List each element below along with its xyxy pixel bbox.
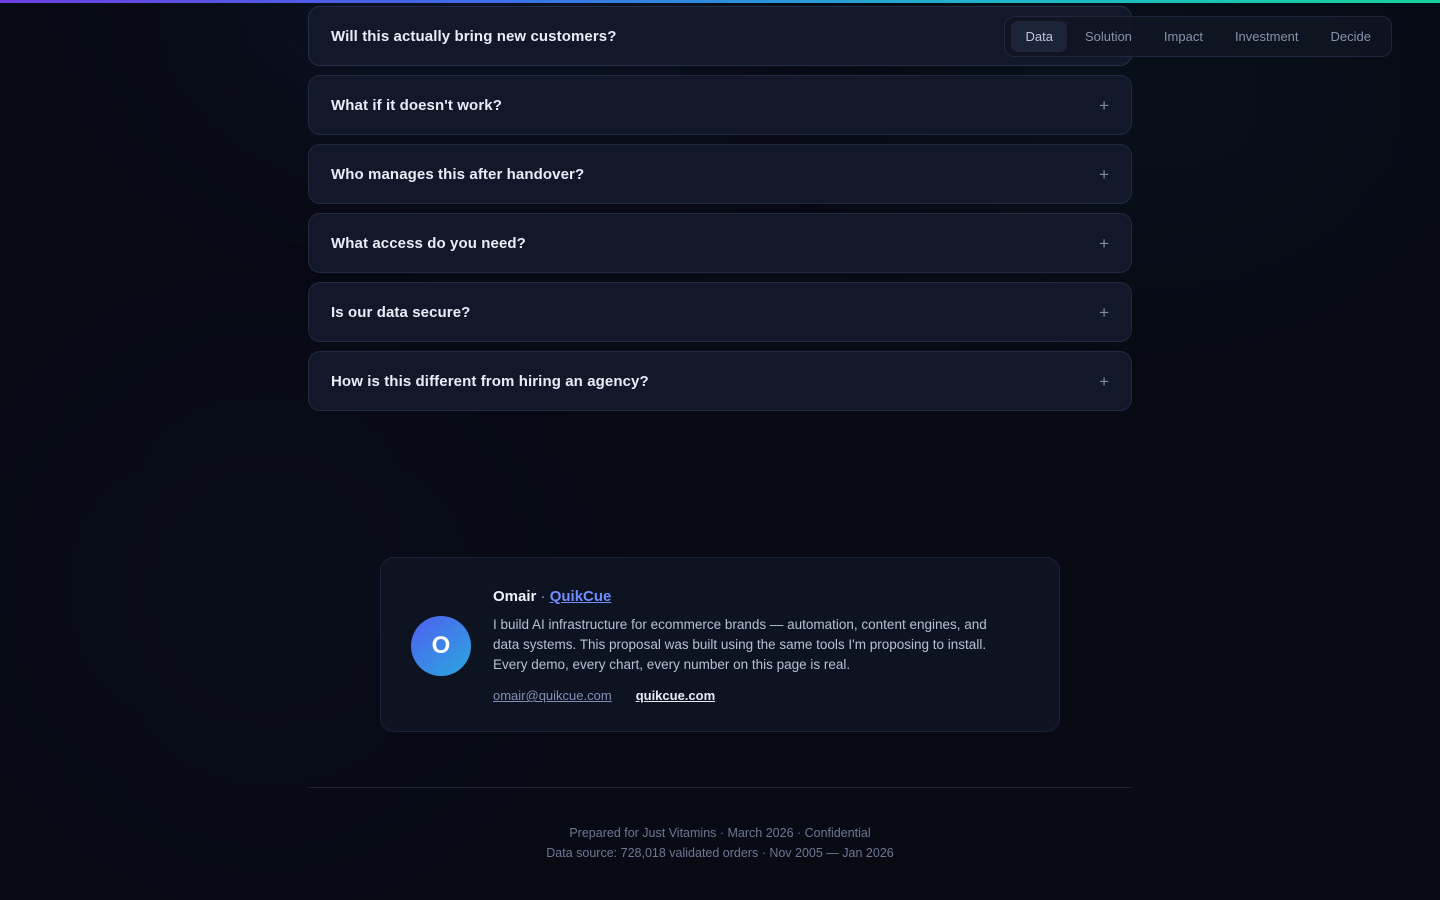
website-link[interactable]: quikcue.com: [635, 688, 716, 703]
plus-icon[interactable]: +: [1099, 95, 1109, 115]
faq-question: How is this different from hiring an agency?: [331, 372, 649, 390]
faq-item[interactable]: [308, 144, 1132, 204]
faq-item[interactable]: [308, 75, 1132, 135]
author-bio: I build AI infrastructure for ecommerce brands — automation, content engines, and data systems. This proposal was built using the same tools I'm proposing to install. Every demo, every chart, every number on this page is real.: [493, 617, 987, 672]
faq-question: What if it doesn't work?: [331, 96, 502, 114]
faq-question: Is our data secure?: [331, 303, 471, 321]
section-nav-item-data[interactable]: Data: [1011, 21, 1066, 52]
plus-icon[interactable]: +: [1099, 164, 1109, 184]
avatar: O: [411, 616, 471, 676]
author-details: [493, 586, 1029, 703]
author-name-separator: ·: [540, 588, 546, 605]
footer-line-prepared-for: Prepared for Just Vitamins · March 2026 · Confidential: [569, 826, 871, 840]
author-name-row: [493, 588, 1029, 605]
footer-divider: [308, 787, 1132, 788]
email-link[interactable]: omair@quikcue.com: [493, 688, 612, 703]
faq-item[interactable]: [308, 282, 1132, 342]
author-links: [493, 688, 1029, 703]
section-nav-item-solution[interactable]: Solution: [1084, 29, 1132, 44]
plus-icon[interactable]: +: [1099, 302, 1109, 322]
faq-question: Will this actually bring new customers?: [331, 27, 617, 45]
faq-question: What access do you need?: [331, 234, 526, 252]
section-nav-item-decide[interactable]: Decide: [1330, 29, 1371, 44]
plus-icon[interactable]: +: [1099, 371, 1109, 391]
footer-line-data-source: Data source: 728,018 validated orders · Nov 2005 — Jan 2026: [546, 846, 894, 860]
author-name: Omair: [493, 588, 537, 605]
section-nav-item-impact[interactable]: Impact: [1163, 29, 1203, 44]
scroll-progress-bar: [0, 0, 1440, 3]
footer: [308, 823, 1132, 863]
faq-item[interactable]: [308, 213, 1132, 273]
faq-list: [308, 6, 1132, 420]
company-link[interactable]: QuikCue: [549, 588, 612, 605]
faq-item[interactable]: [308, 351, 1132, 411]
scroll-progress-fill: [0, 0, 1440, 3]
section-nav-item-investment[interactable]: Investment: [1234, 29, 1299, 44]
author-card: [380, 557, 1060, 732]
faq-question: Who manages this after handover?: [331, 165, 585, 183]
section-nav[interactable]: [1004, 16, 1392, 57]
plus-icon[interactable]: +: [1099, 233, 1109, 253]
